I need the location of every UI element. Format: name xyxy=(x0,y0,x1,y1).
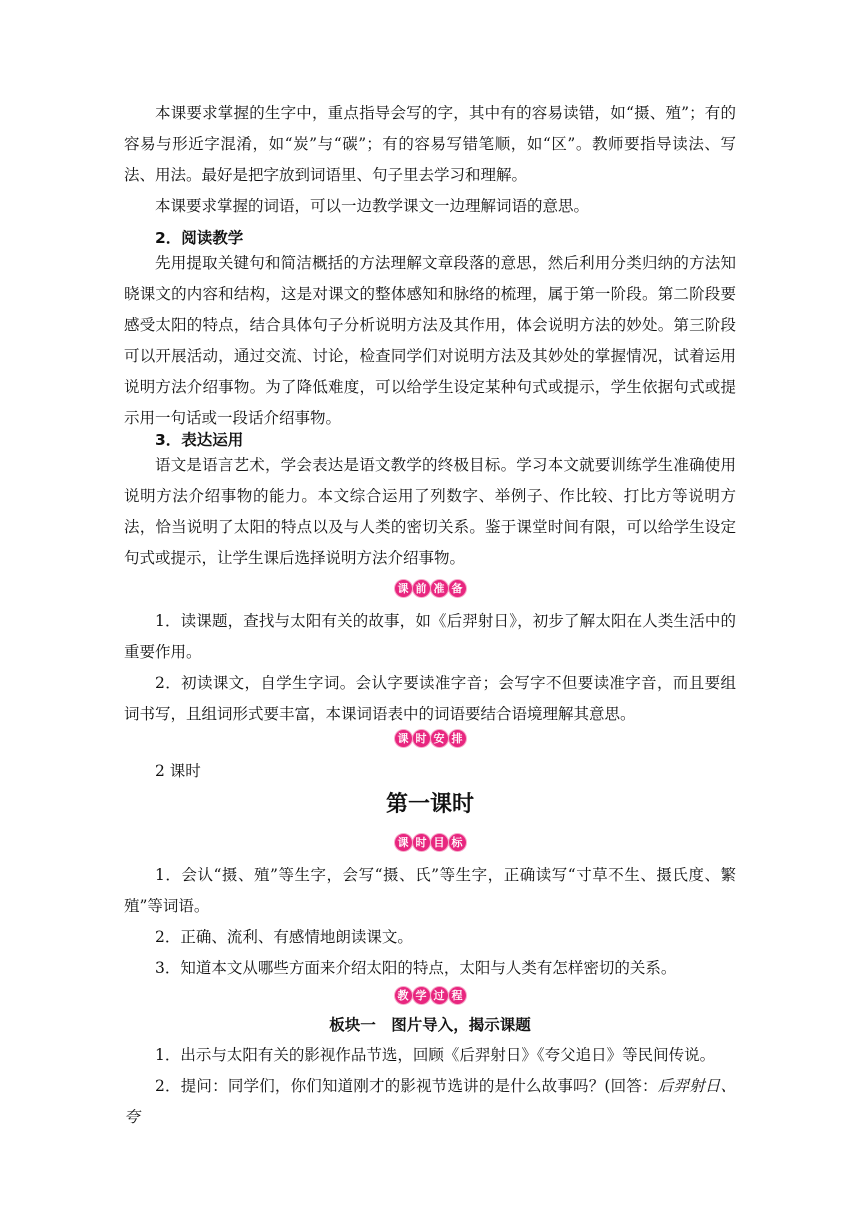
badge-char: 学 xyxy=(413,987,430,1004)
badge-char: 时 xyxy=(413,730,430,747)
badge-char: 时 xyxy=(413,834,430,851)
badge-char: 过 xyxy=(431,987,448,1004)
reading-heading: 2．阅读教学 xyxy=(155,229,244,247)
prep-item-2: 2．初读课文，自学生字词。会认字要读准字音；会写字不但要读准字音，而且要组词书写，且组词形式要丰富，本课词语表中的词语要结合语境理解其意思。 xyxy=(124,674,736,723)
reading-paragraph: 先用提取关键句和简洁概括的方法理解文章段落的意思，然后利用分类归纳的方法知晓课文的内容和结构，这是对课文的整体感知和脉络的梳理，属于第一阶段。第二阶段要感受太阳的特点，结合具体句子分析说明方法及其作用，体会说明方法的妙处。第三阶段可以开展活动，通过交流、讨论，检查同学们对说明方法及其妙处的掌握情况，试着运用说明方法介绍事物。为了降低难度，可以给学生设定某种句式或提示，学生依据句式或提示用一句话或一段话介绍事物。 xyxy=(124,254,736,427)
goals-badge xyxy=(0,834,860,851)
goal-item-2: 2．正确、流利、有感情地朗读课文。 xyxy=(155,928,413,946)
process-step-2-answer: 后羿射日、夸 xyxy=(124,1077,736,1126)
intro-paragraph-1: 本课要求掌握的生字中，重点指导会写的字，其中有的容易读错，如“摄、殖”；有的容易与形近字混淆，如“炭”与“碳”；有的容易写错笔顺，如“区”。教师要指导读法、写法、用法。最好是把字放到词语里、句子里去学习和理解。 xyxy=(124,104,736,184)
schedule-text: 2 课时 xyxy=(155,762,201,780)
schedule-badge xyxy=(0,730,860,747)
process-badge xyxy=(0,987,860,1004)
block-title: 板块一 图片导入，揭示课题 xyxy=(329,1016,531,1034)
badge-char: 标 xyxy=(449,834,466,851)
badge-char: 安 xyxy=(431,730,448,747)
intro-paragraph-2: 本课要求掌握的词语，可以一边教学课文一边理解词语的意思。 xyxy=(155,197,590,215)
badge-char: 课 xyxy=(395,730,412,747)
badge-char: 教 xyxy=(395,987,412,1004)
badge-char: 目 xyxy=(431,834,448,851)
badge-char: 准 xyxy=(431,580,448,597)
goal-item-3: 3．知道本文从哪些方面来介绍太阳的特点，太阳与人类有怎样密切的关系。 xyxy=(155,959,677,977)
badge-char: 排 xyxy=(449,730,466,747)
goal-item-1: 1．会认“摄、殖”等生字，会写“摄、氏”等生字，正确读写“寸草不生、摄氏度、繁殖”等词语。 xyxy=(124,866,736,915)
process-step-2 xyxy=(124,1071,736,1133)
prep-badge xyxy=(0,580,860,597)
badge-char: 备 xyxy=(449,580,466,597)
badge-char: 程 xyxy=(449,987,466,1004)
prep-item-1: 1．读课题，查找与太阳有关的故事，如《后羿射日》，初步了解太阳在人类生活中的重要作用。 xyxy=(124,612,736,661)
process-step-2-text: 2．提问：同学们，你们知道刚才的影视节选讲的是什么故事吗？(回答： xyxy=(155,1077,658,1095)
process-step-1: 1．出示与太阳有关的影视作品节选，回顾《后羿射日》《夸父追日》等民间传说。 xyxy=(155,1046,716,1064)
badge-char: 课 xyxy=(395,834,412,851)
badge-char: 前 xyxy=(413,580,430,597)
expression-heading: 3．表达运用 xyxy=(155,431,244,449)
lesson-title: 第一课时 xyxy=(385,792,474,817)
badge-char: 课 xyxy=(395,580,412,597)
expression-paragraph: 语文是语言艺术，学会表达是语文教学的终极目标。学习本文就要训练学生准确使用说明方法介绍事物的能力。本文综合运用了列数字、举例子、作比较、打比方等说明方法，恰当说明了太阳的特点以及与人类的密切关系。鉴于课堂时间有限，可以给学生设定句式或提示，让学生课后选择说明方法介绍事物。 xyxy=(124,456,736,567)
